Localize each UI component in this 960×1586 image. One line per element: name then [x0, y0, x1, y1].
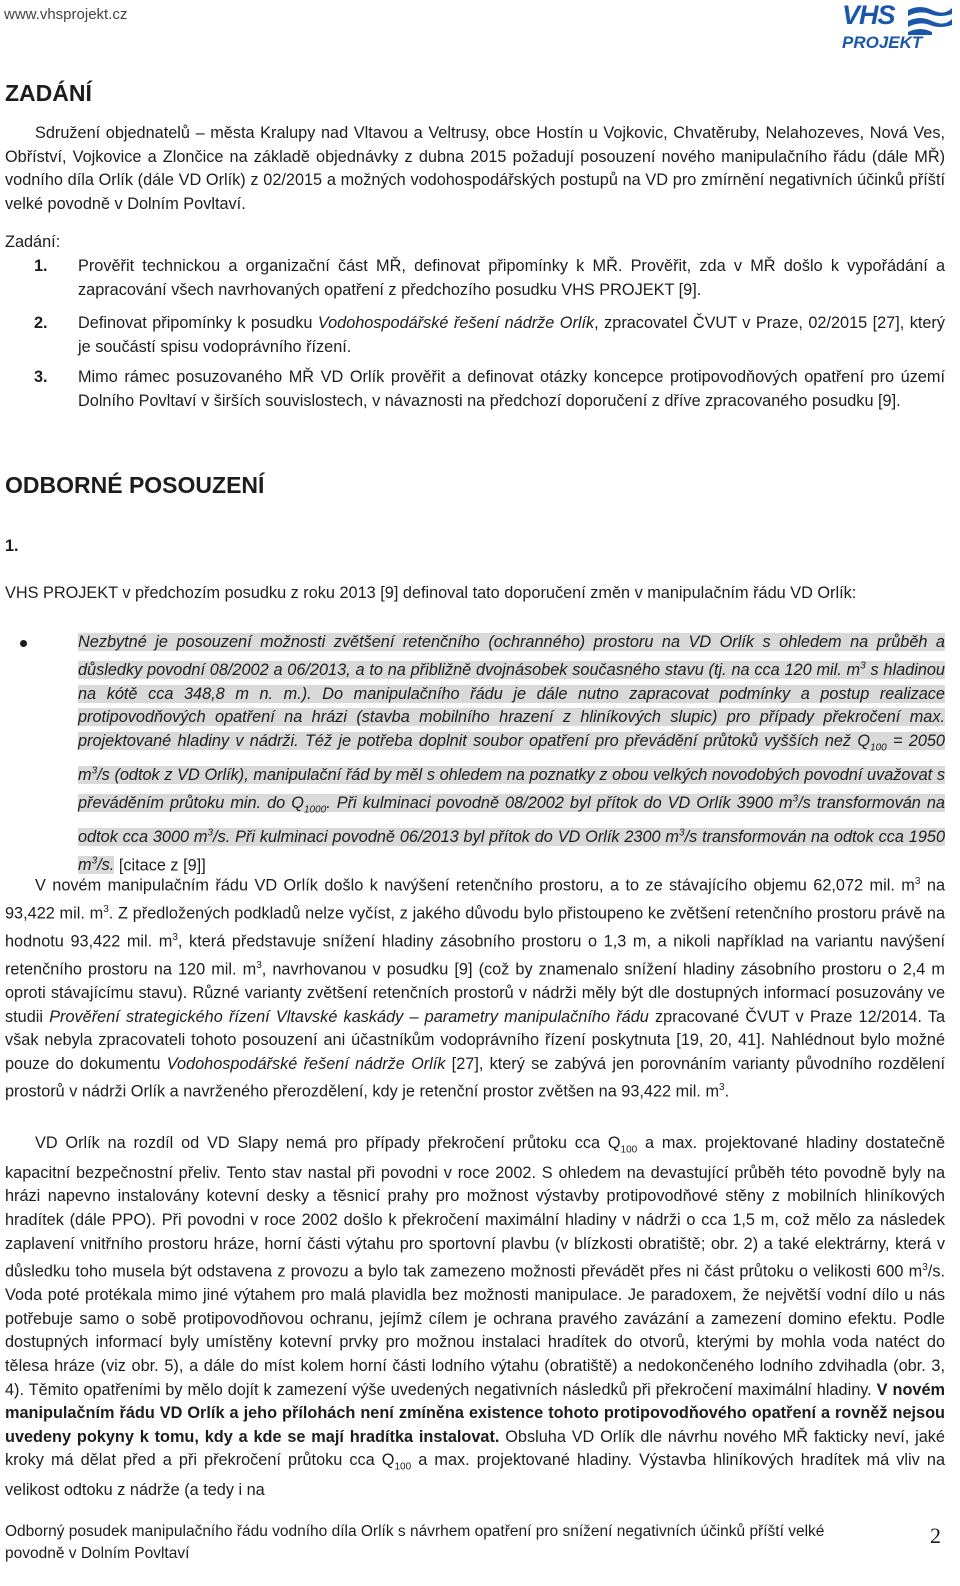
quote-text: Nezbytné je posouzení možnosti zvětšení retenčního (ochranného) prostoru na VD Orlík s ohledem na průběh a důsledky povodní 08/2002 a 06/2013, a to na přibližně dvojnásobek současného stavu (tj. na cca 120 mil. $m^3$ s hladinou na kótě cca 348,8 m n. m.). Do manipulačního řádu je dále nutno zapracovat podmínky a postup realizace protipovodňových opatření na hrázi (stavba mobilního hrazení z hliníkových slupic) pro případy překročení max. projektované hladiny v nádrži. Též je potřeba doplnit soubor opatření pro převádění průtoků vyšších než $Q_{100} = 2050$ $m^3/s$ (odtok z VD Orlík), manipulační řád by měl s ohledem na poznatky z obou velkých novodobých povodní uvažovat s převáděním průtoku min. do $Q_{1000}$. Při kulminaci povodně 08/2002 byl přítok do VD Orlík 3900 $m^3/s$ transformován na odtok cca 3000 $m^3/s$. Při kulminaci povodně 06/2013 byl přítok do VD Orlík 2300 $m^3/s$ transformován na odtok cca 1950 $m^3/s$. [citace z [9]] — [78, 633, 945, 875]
list-item — [34, 366, 945, 413]
section-title-zadani: ZADÁNÍ — [5, 80, 92, 106]
list-item-text: Prověřit technickou a organizační část MŘ, definovat připomínky k MŘ. Prověřit, zda v MŘ došlo k vypořádání a zapracování všech navrhovaných opatření z předchozího posudku VHS PROJEKT [9]. — [78, 257, 945, 299]
list-item — [34, 312, 945, 359]
logo-wave-icon — [906, 4, 954, 36]
page-number: 2 — [930, 1523, 941, 1548]
section-number: 1. — [5, 537, 19, 555]
logo-projekt-text: PROJEKT — [842, 33, 923, 52]
intro-paragraph: Sdružení objednatelů – města Kralupy nad Vltavou a Veltrusy, obce Hostín u Vojkovic, Chvatěruby, Nelahozeves, Nová Ves, Obříství, Vojkovice a Zlončice na základě objednávky z dubna 2015 požadují posouzení nového manipulačního řádu (dále MŘ) vodního díla Orlík (dále VD Orlík) z 02/2015 a možných vodohospodářských postupů na VD pro zmírnění negativních účinků příští velké povodně v Dolním Povltaví. — [5, 124, 945, 213]
site-url[interactable]: www.vhsprojekt.cz — [4, 6, 128, 23]
list-item-number: 2. — [34, 314, 48, 332]
list-item — [34, 255, 945, 302]
quoted-recommendation — [20, 631, 945, 878]
lead-paragraph: VHS PROJEKT v předchozím posudku z roku 2013 [9] definoval tato doporučení změn v manipulačním řádu VD Orlík: — [5, 584, 857, 602]
page-footer: Odborný posudek manipulačního řádu vodního díla Orlík s návrhem opatření pro snížení negativních účinků příští velké povodně v Dolním Povltaví — [5, 1523, 825, 1562]
body-paragraph-1: V novém manipulačním řádu VD Orlík došlo k navýšení retenčního prostoru, a to ze stávajícího objemu 62,072 mil. $m^3$ na 93,422 mil. $m^3$. Z předložených podkladů nelze vyčíst, z jakého důvodu bylo přistoupeno ke zvětšení retenčního prostoru právě na hodnotu 93,422 mil. $m^3$, která představuje snížení hladiny zásobního prostoru o 1,3 m, a nikoli například na variantu navýšení retenčního prostoru na 120 mil. $m^3$, navrhovanou v posudku [9] (což by znamenalo snížení hladiny zásobního prostoru o 2,4 m oproti stávajícímu stavu). Různé varianty zvětšení retenčních prostorů v nádrži měly být dle dostupných informací posuzovány ve studii Prověření strategického řízení Vltavské kaskády – parametry manipulačního řádu zpracované ČVUT v Praze 12/2014. Ta však nebyla zpracovateli tohoto posouzení ani účastníkům vodoprávního řízení poskytnuta [19, 20, 41]. Nahlédnout bylo možné pouze do dokumentu Vodohospodářské řešení nádrže Orlík [27], který se zabývá jen porovnáním varianty původního rozdělení prostorů v nádrži Orlík a navrženého přerozdělení, kdy je retenční prostor zvětšen na 93,422 mil. $m^3$. — [5, 876, 945, 1101]
zadani-label: Zadání: — [5, 233, 61, 251]
logo-vhs-text: VHS — [842, 0, 895, 30]
section-title-posouzeni: ODBORNÉ POSOUZENÍ — [5, 472, 265, 498]
body-paragraph-2: VD Orlík na rozdíl od VD Slapy nemá pro případy překročení průtoku cca $Q_{100}$ a max. projektované hladiny dostatečně kapacitní bezpečnostní přeliv. Tento stav nastal při povodni v roce 2002. S ohledem na devastující průběh této povodně byly na hrázi napevno instalovány kotevní desky a těsnicí prahy pro možnost výstavby protipovodňové stěny z mobilních hliníkových hradítek (dále PPO). Při povodni v roce 2002 došlo k překročení maximální hladiny v nádrži o cca 1,5 m, což mělo za následek zaplavení vnitřního prostoru hráze, horní části výtahu pro sportovní plavbu (v blízkosti obratiště; obr. 2) a také elektrárny, která v důsledku toho musela být odstavena z provozu a bylo tak zamezeno možnosti převádět přes ni část průtoku o velikosti 600 $m^3/s$. Voda poté protékala mimo jiné výtahem pro malá plavidla bez možnosti manipulace. Je paradoxem, že největší vodní dílo u nás potřebuje samo o sobě protipovodňovou ochranu, jejímž cílem je ochrana pravého zavázání a zamezení domino efektu. Podle dostupných informací byly umístěny kotevní prvky pro možnou instalaci hradítek do otvorů, kterými by mohla voda natéct do tělesa hráze (viz obr. 5), a dále do míst kolem horní části lodního výtahu (obratiště) a nedokončeného lodního zdvihadla (obr. 3, 4). Těmito opatřeními by mělo dojít k zamezení výše uvedených negativních následků při překročení maximální hladiny. V novém manipulačním řádu VD Orlík a jeho přílohách není zmíněna existence tohoto protipovodňového opatření a rovněž nejsou uvedeny pokyny k tomu, kdy a kde se mají hradítka instalovat. Obsluha VD Orlík dle návrhu nového MŘ fakticky neví, jaké kroky má dělat před a při překročení průtoku cca $Q_{100}$ a max. projektované hladiny. Výstavba hliníkových hradítek má vliv na velikost odtoku z nádrže (a tedy i na — [5, 1134, 945, 1500]
list-item-number: 3. — [34, 368, 48, 386]
list-item-text: Definovat připomínky k posudku Vodohospodářské řešení nádrže Orlík, zpracovatel ČVUT v Praze, 02/2015 [27], který je součástí spisu vodoprávního řízení. — [78, 314, 945, 356]
list-item-number: 1. — [34, 257, 48, 275]
vhs-projekt-logo — [842, 2, 956, 58]
bullet-icon — [20, 640, 27, 647]
list-item-text: Mimo rámec posuzovaného MŘ VD Orlík prověřit a definovat otázky koncepce protipovodňových opatření pro území Dolního Povltaví v širších souvislostech, v návaznosti na předchozí doporučení z dříve zpracovaného posudku [9]. — [78, 368, 945, 410]
